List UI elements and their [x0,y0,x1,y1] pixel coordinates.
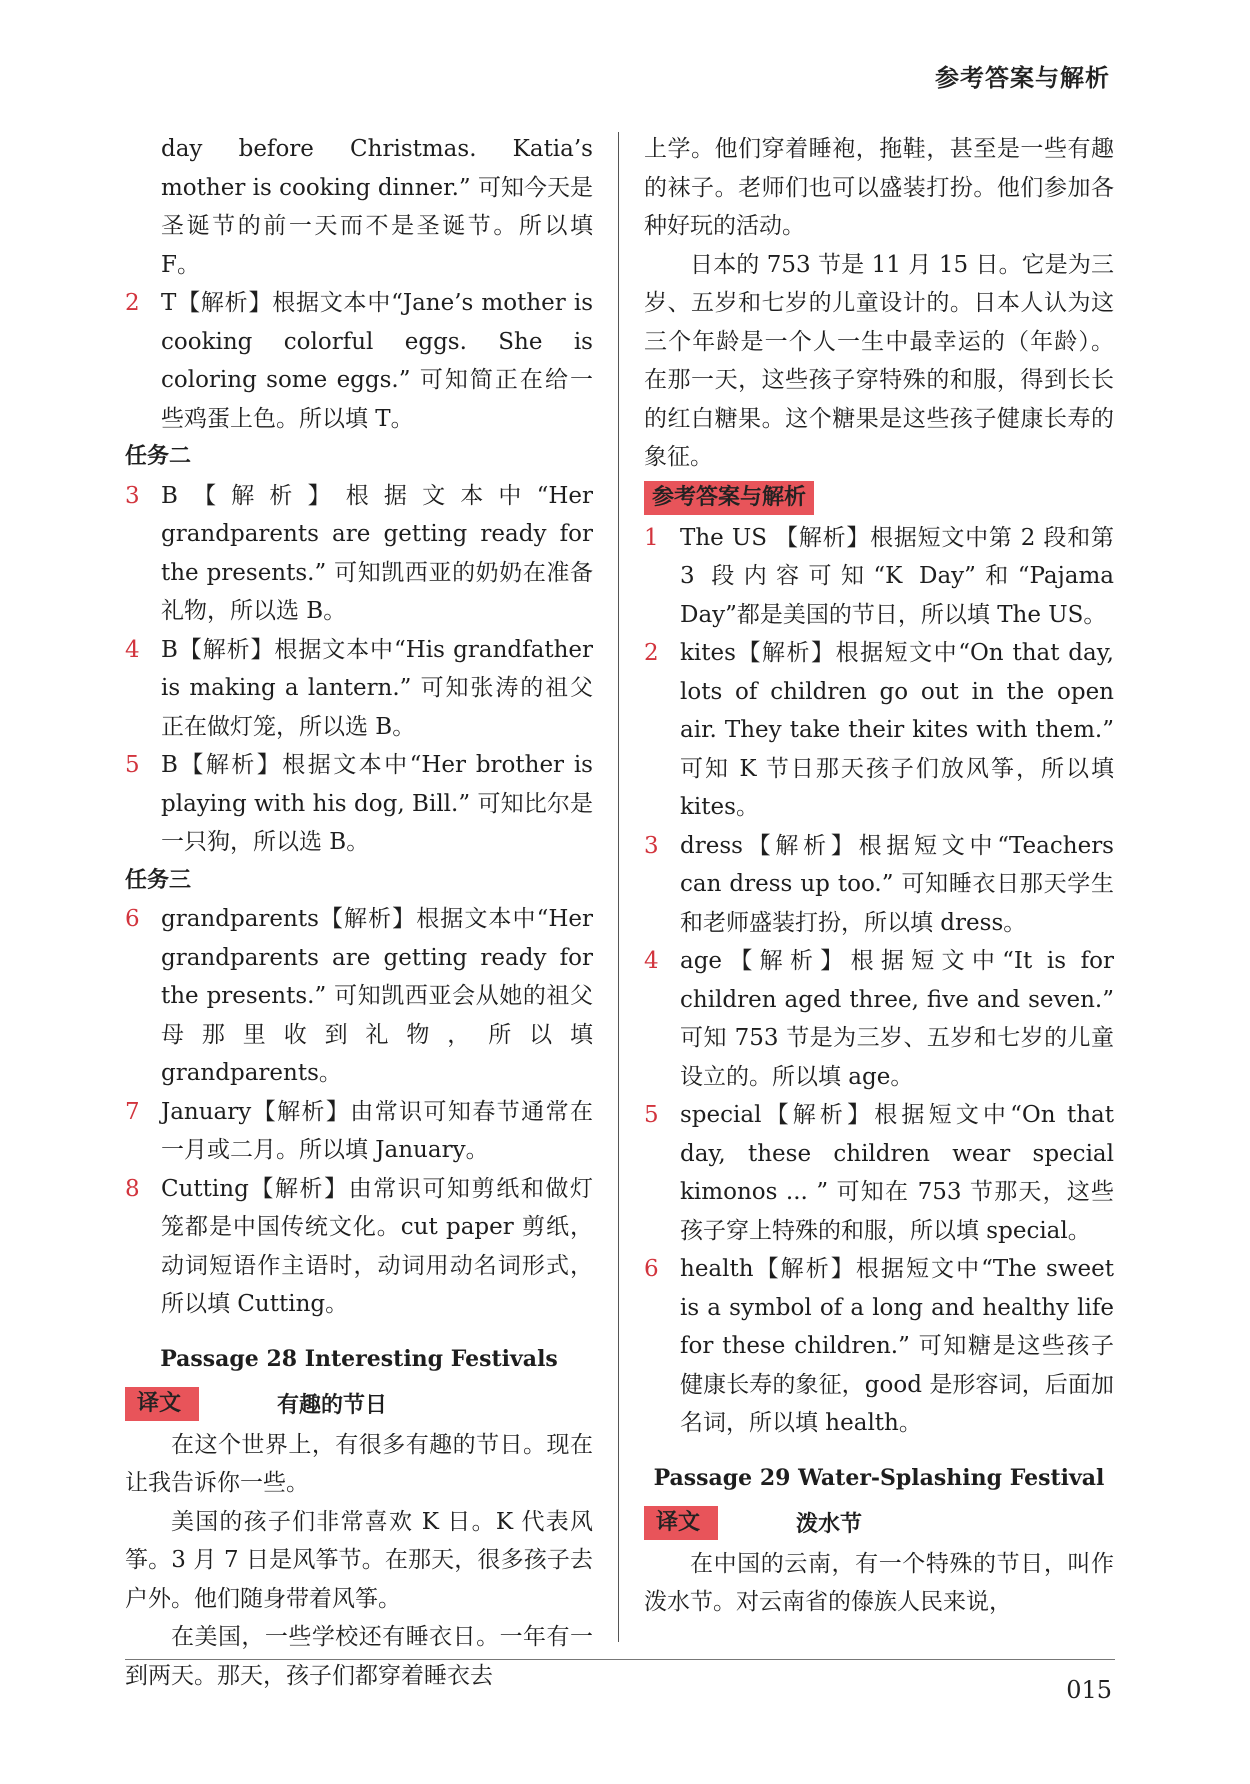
translation-title: 泼水节 [796,1512,863,1537]
answer-item-5 [125,746,593,862]
passage-28-title: Passage 28 Interesting Festivals [160,1345,558,1372]
item-text: age【解析】根据短文中“It is for children aged three, five and seven.” 可知 753 节是为三岁、五岁和七岁的儿童设立的。所以填 age。 [680,948,1114,1090]
item-text: B【解析】根据文本中“His grandfather is making a lantern.” 可知张涛的祖父正在做灯笼，所以选 B。 [161,636,593,740]
answer-item-8 [125,1170,593,1324]
translation-title: 有趣的节日 [277,1393,388,1418]
answer-item-4 [125,631,593,747]
translation-badge: 译文 [644,1506,718,1540]
item-number: 5 [644,1102,659,1128]
item-number: 2 [125,290,140,316]
item-number: 3 [644,832,659,859]
intro-paragraph: day before Christmas. Katia’s mother is cooking dinner.” 可知今天是圣诞节的前一天而不是圣诞节。所以填 F。 [161,136,593,278]
passage-28-paragraph: 美国的孩子们非常喜欢 K 日。K 代表风筝。3 月 7 日是风筝节。在那天，很多孩子去户外。他们随身带着风筝。 [125,1508,593,1612]
column-divider [618,132,619,1642]
item-number: 6 [644,1256,659,1282]
answers-badge: 参考答案与解析 [644,481,814,515]
item-text: B【解析】根据文本中“Her grandparents are getting ready for the presents.” 可知凯西亚的奶奶在准备礼物，所以选 B。 [161,482,593,624]
task-two-heading: 任务二 [125,444,192,469]
answer-item-1 [644,519,1114,635]
page-number: 015 [1066,1676,1112,1704]
item-number: 1 [644,524,659,551]
passage-29-paragraph: 在中国的云南，有一个特殊的节日，叫作泼水节。对云南省的傣族人民来说， [644,1550,1114,1615]
translation-badge: 译文 [125,1387,199,1421]
left-column [125,130,593,1695]
item-number: 4 [125,636,140,663]
item-number: 3 [125,482,140,509]
passage-28-paragraph: 在这个世界上，有很多有趣的节日。现在让我告诉你一些。 [125,1431,593,1496]
answer-item-4 [644,942,1114,1096]
item-text: grandparents【解析】根据文本中“Her grandparents are getting ready for the presents.” 可知凯西亚会从她的祖父母那里收到礼物，所以填 grandparents。 [161,906,593,1086]
answer-item-7 [125,1093,593,1170]
item-number: 2 [644,640,659,666]
item-number: 8 [125,1175,140,1202]
answer-item-3 [644,827,1114,943]
passage-28-translation-header [125,1384,593,1424]
item-number: 7 [125,1098,140,1125]
page-header-title: 参考答案与解析 [935,64,1110,92]
passage-29-title: Passage 29 Water-Splashing Festival [653,1464,1105,1491]
answer-item-2 [125,284,593,438]
item-text: dress【解析】根据短文中“Teachers can dress up too.” 可知睡衣日那天学生和老师盛装打扮，所以填 dress。 [680,832,1114,936]
passage-29-translation-header [644,1503,1114,1543]
right-column [644,130,1114,1622]
item-text: special【解析】根据短文中“On that day, these children wear special kimonos ... ” 可知在 753 节那天，这些孩子穿上特殊的和服，所以填 special。 [680,1102,1114,1244]
item-text: health【解析】根据短文中“The sweet is a symbol of a long and healthy life for these children.” 可知糖是这些孩子健康长寿的象征，good 是形容词，后面加名词，所以填 health。 [680,1256,1114,1436]
answer-item-6 [125,900,593,1093]
answer-item-3 [125,477,593,631]
footer-rule [125,1659,1115,1660]
item-text: T【解析】根据文本中“Jane’s mother is cooking colorful eggs. She is coloring some eggs.” 可知简正在给一些鸡蛋上色。所以填 T。 [161,290,593,432]
item-number: 5 [125,752,140,778]
item-number: 6 [125,906,140,932]
item-text: January【解析】由常识可知春节通常在一月或二月。所以填 January。 [161,1098,593,1163]
answer-item-5 [644,1096,1114,1250]
item-number: 4 [644,948,659,974]
japan-paragraph: 日本的 753 节是 11 月 15 日。它是为三岁、五岁和七岁的儿童设计的。日本人认为这三个年龄是一个人一生中最幸运的（年龄）。在那一天，这些孩子穿特殊的和服，得到长长的红白糖果。这个糖果是这些孩子健康长寿的象征。 [644,251,1114,470]
passage-28-paragraph: 在美国，一些学校还有睡衣日。一年有一到两天。那天，孩子们都穿着睡衣去 [125,1624,593,1689]
item-text: Cutting【解析】由常识可知剪纸和做灯笼都是中国传统文化。cut paper 剪纸，动词短语作主语时，动词用动名词形式，所以填 Cutting。 [161,1175,593,1317]
item-text: kites【解析】根据短文中“On that day, lots of children go out in the open air. They take their kites with them.” 可知 K 节日那天孩子们放风筝，所以填 kites。 [680,640,1114,820]
task-three-heading: 任务三 [125,867,192,893]
item-text: B【解析】根据文本中“Her brother is playing with his dog, Bill.” 可知比尔是一只狗，所以选 B。 [161,752,593,855]
answer-item-6 [644,1250,1114,1443]
item-text: The US 【解析】根据短文中第 2 段和第 3 段内容可知“K Day”和“Pajama Day”都是美国的节日，所以填 The US。 [680,524,1114,628]
answer-item-2 [644,634,1114,827]
continued-paragraph: 上学。他们穿着睡袍，拖鞋，甚至是一些有趣的袜子。老师们也可以盛装打扮。他们参加各种好玩的活动。 [644,136,1114,239]
